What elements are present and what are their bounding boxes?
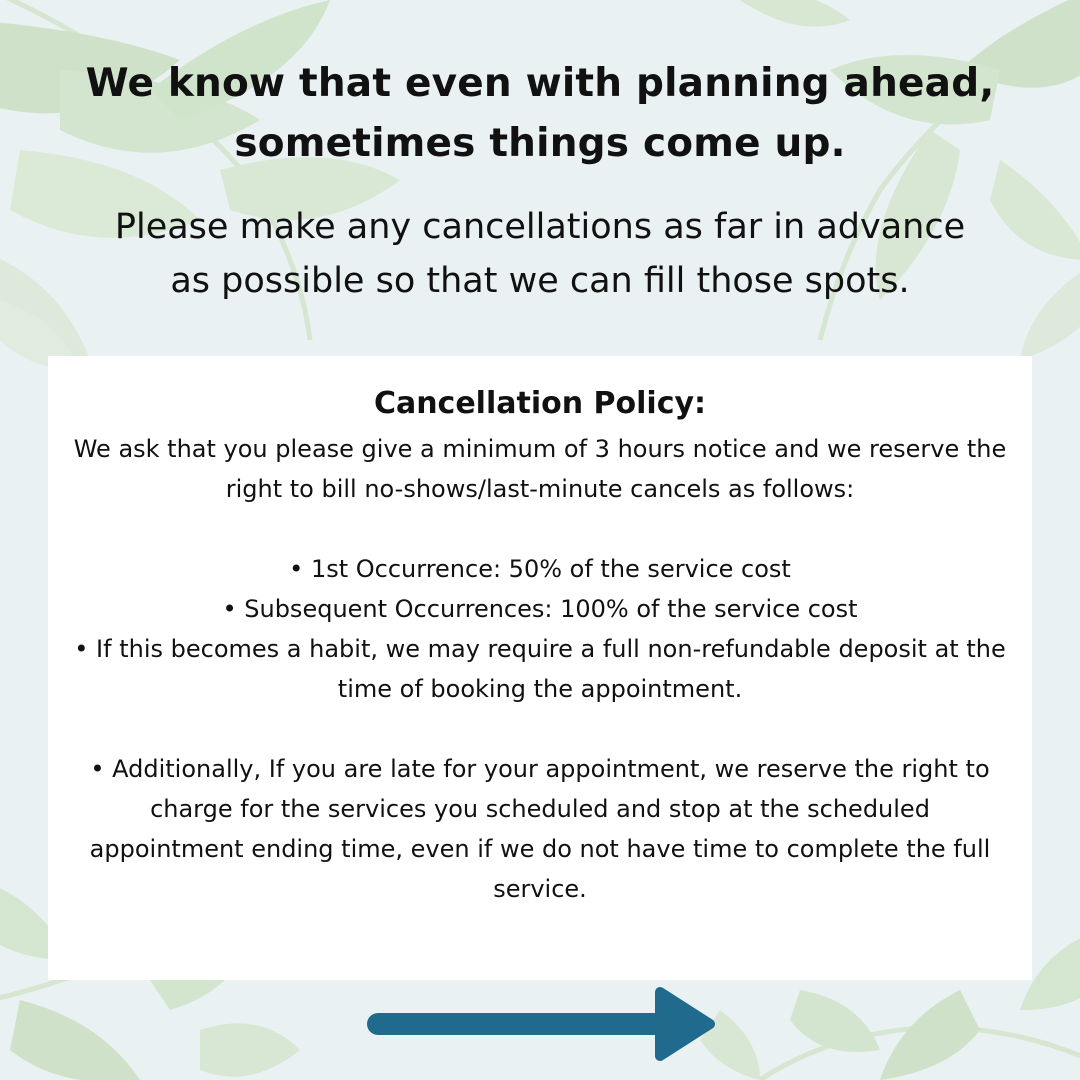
headline-line-1: We know that even with planning ahead, <box>85 61 995 106</box>
policy-intro: We ask that you please give a minimum of 3 hours notice and we reserve the right to bill no-shows/last-minute cancels as follows: <box>73 435 1007 503</box>
subheadline <box>60 200 1020 308</box>
headline-line-2: sometimes things come up. <box>234 121 846 166</box>
policy-bullet-late-arrival: • Additionally, If you are late for your appointment, we reserve the right to charge for the services you scheduled and stop at the scheduled appointment ending time, even if we do not have time to complete the full service. <box>89 755 991 903</box>
policy-bullet-first-occurrence: • 1st Occurrence: 50% of the service cost <box>289 555 791 583</box>
policy-title: Cancellation Policy: <box>373 386 707 421</box>
policy-bullet-subsequent-occurrences: • Subsequent Occurrences: 100% of the service cost <box>222 595 858 623</box>
policy-bullet-habit-deposit: • If this becomes a habit, we may require a full non-refundable deposit at the time of booking the appointment. <box>74 635 1006 703</box>
headline <box>60 54 1020 174</box>
arrow-right-icon[interactable] <box>360 980 720 1070</box>
subheadline-line-2: as possible so that we can fill those spots. <box>170 261 910 301</box>
subheadline-line-1: Please make any cancellations as far in advance <box>114 207 966 247</box>
